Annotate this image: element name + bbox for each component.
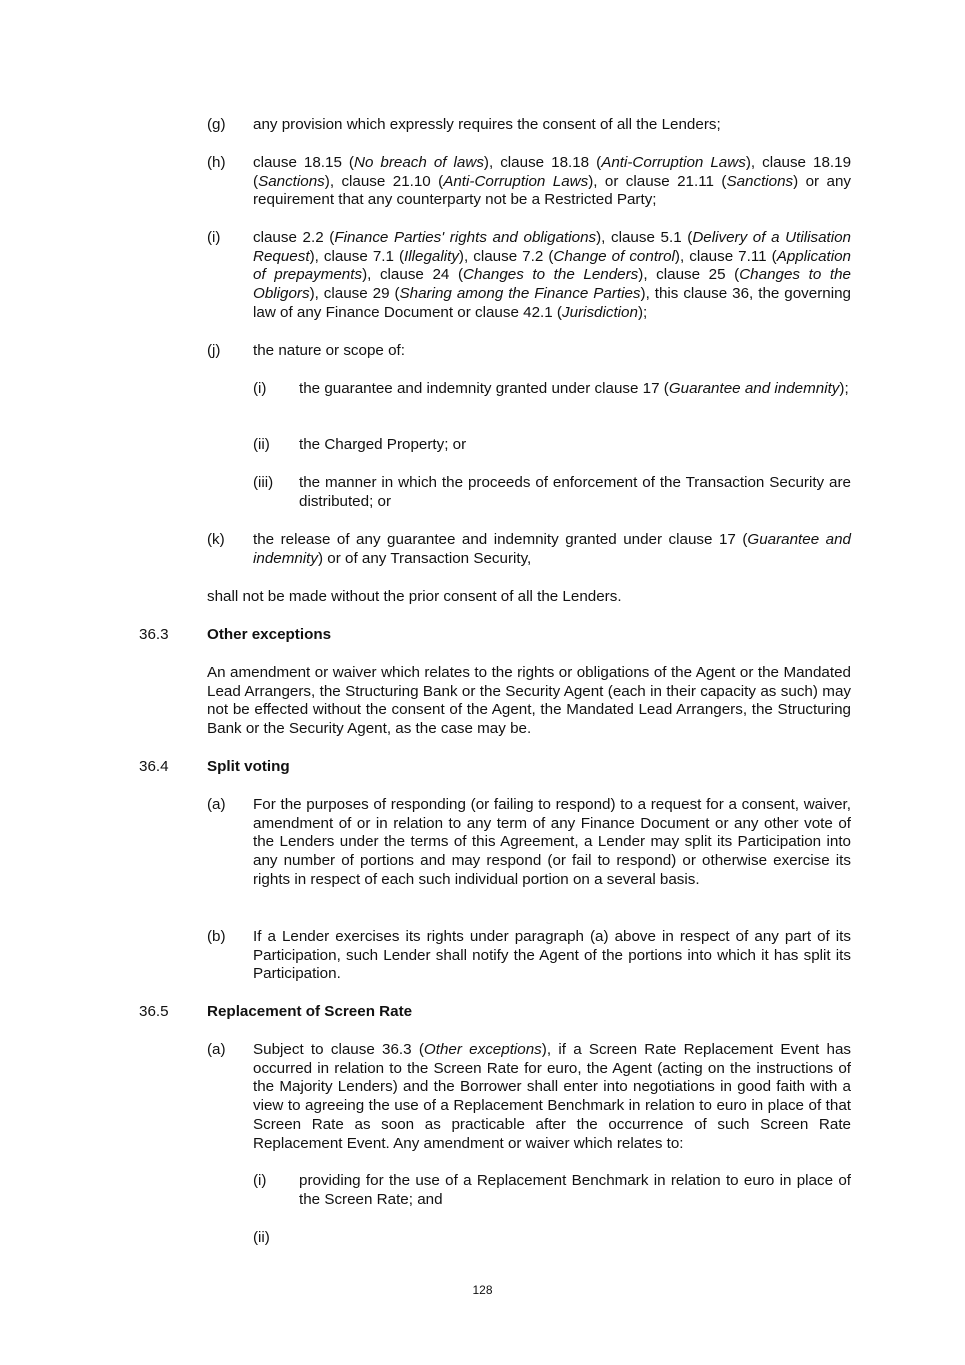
subitem-text-j-iii: the manner in which the proceeds of enforcement of the Transaction Security are distributed; or bbox=[299, 474, 851, 510]
item-text-i: clause 2.2 (Finance Parties' rights and obligations), clause 5.1 (Delivery of a Utilisation Request), clause 7.1 (Illegality), clause 7.2 (Change of control), clause 7.11 (Application of prepayments), clause 24 (Changes to the Lenders), clause 25 (Changes to the Obligors), clause 29 (Sharing among the Finance Parties), this clause 36, the governing law of any Finance Document or clause 42.1 (Jurisdiction); bbox=[253, 229, 852, 321]
page-number: 128 bbox=[472, 1283, 493, 1297]
split-voting-label-a: (a) bbox=[207, 796, 226, 813]
item-label-k: (k) bbox=[207, 531, 225, 548]
screen-rate-sub-label-ii: (ii) bbox=[253, 1229, 270, 1246]
item-text-g: any provision which expressly requires the consent of all the Lenders; bbox=[253, 116, 721, 133]
screen-rate-sub-text-i: providing for the use of a Replacement Benchmark in relation to euro in place of the Screen Rate; and bbox=[299, 1172, 851, 1208]
split-voting-text-b: If a Lender exercises its rights under paragraph (a) above in respect of any part of its Participation, such Lender shall notify the Agent of the portions into which it has split its Participation. bbox=[253, 928, 851, 983]
item-text-j: the nature or scope of: bbox=[253, 342, 405, 359]
section-heading-replacement-screen-rate: Replacement of Screen Rate bbox=[207, 1003, 413, 1020]
closing-sentence: shall not be made without the prior consent of all the Lenders. bbox=[207, 588, 622, 605]
split-voting-label-b: (b) bbox=[207, 928, 226, 945]
section-36-3-text: An amendment or waiver which relates to the rights or obligations of the Agent or the Mandated Lead Arrangers, the Structuring Bank or the Security Agent (each in their capacity as such) may not be effected without the consent of the Agent, the Mandated Lead Arrangers, the Structuring Bank or the Security Agent, as the case may be. bbox=[207, 664, 851, 738]
section-number-36-3: 36.3 bbox=[139, 626, 169, 643]
screen-rate-label-a: (a) bbox=[207, 1041, 226, 1058]
screen-rate-sub-label-i: (i) bbox=[253, 1172, 267, 1189]
subitem-label-j-i: (i) bbox=[253, 380, 267, 397]
section-heading-split-voting: Split voting bbox=[207, 758, 290, 775]
item-text-k: the release of any guarantee and indemnity granted under clause 17 (Guarantee and indemnity) or of any Transaction Security, bbox=[253, 531, 851, 567]
screen-rate-text-a: Subject to clause 36.3 (Other exceptions), if a Screen Rate Replacement Event has occurred in relation to the Screen Rate for euro, the Agent (acting on the instructions of the Majority Lenders) and the Borrower shall enter into negotiations in good faith with a view to agreeing the use of a Replacement Benchmark in relation to euro in place of that Screen Rate as soon as practicable after the occurrence of such Screen Rate Replacement Event. Any amendment or waiver which relates to: bbox=[253, 1041, 851, 1152]
subitem-text-j-ii: the Charged Property; or bbox=[299, 436, 467, 453]
subitem-label-j-ii: (ii) bbox=[253, 436, 270, 453]
item-label-h: (h) bbox=[207, 154, 226, 171]
split-voting-text-a: For the purposes of responding (or failing to respond) to a request for a consent, waiver, amendment of or in relation to any term of any Finance Document or any other vote of the Lenders under the terms of this Agreement, a Lender may split its Participation into any number of portions and may respond (or fail to respond) or otherwise exercise its rights in respect of each such individual portion on a several basis. bbox=[253, 796, 851, 888]
subitem-text-j-i: the guarantee and indemnity granted under clause 17 (Guarantee and indemnity); bbox=[299, 380, 849, 397]
section-number-36-4: 36.4 bbox=[139, 758, 169, 775]
item-label-g: (g) bbox=[207, 116, 226, 133]
section-heading-other-exceptions: Other exceptions bbox=[207, 626, 332, 643]
item-label-i: (i) bbox=[207, 229, 221, 246]
item-label-j: (j) bbox=[207, 342, 221, 359]
subitem-label-j-iii: (iii) bbox=[253, 474, 274, 491]
item-text-h: clause 18.15 (No breach of laws), clause 18.18 (Anti-Corruption Laws), clause 18.19 (Sanctions), clause 21.10 (Anti-Corruption Laws), or clause 21.11 (Sanctions) or any requirement that any counterparty not be a Restricted Party; bbox=[253, 154, 852, 209]
section-number-36-5: 36.5 bbox=[139, 1003, 169, 1020]
